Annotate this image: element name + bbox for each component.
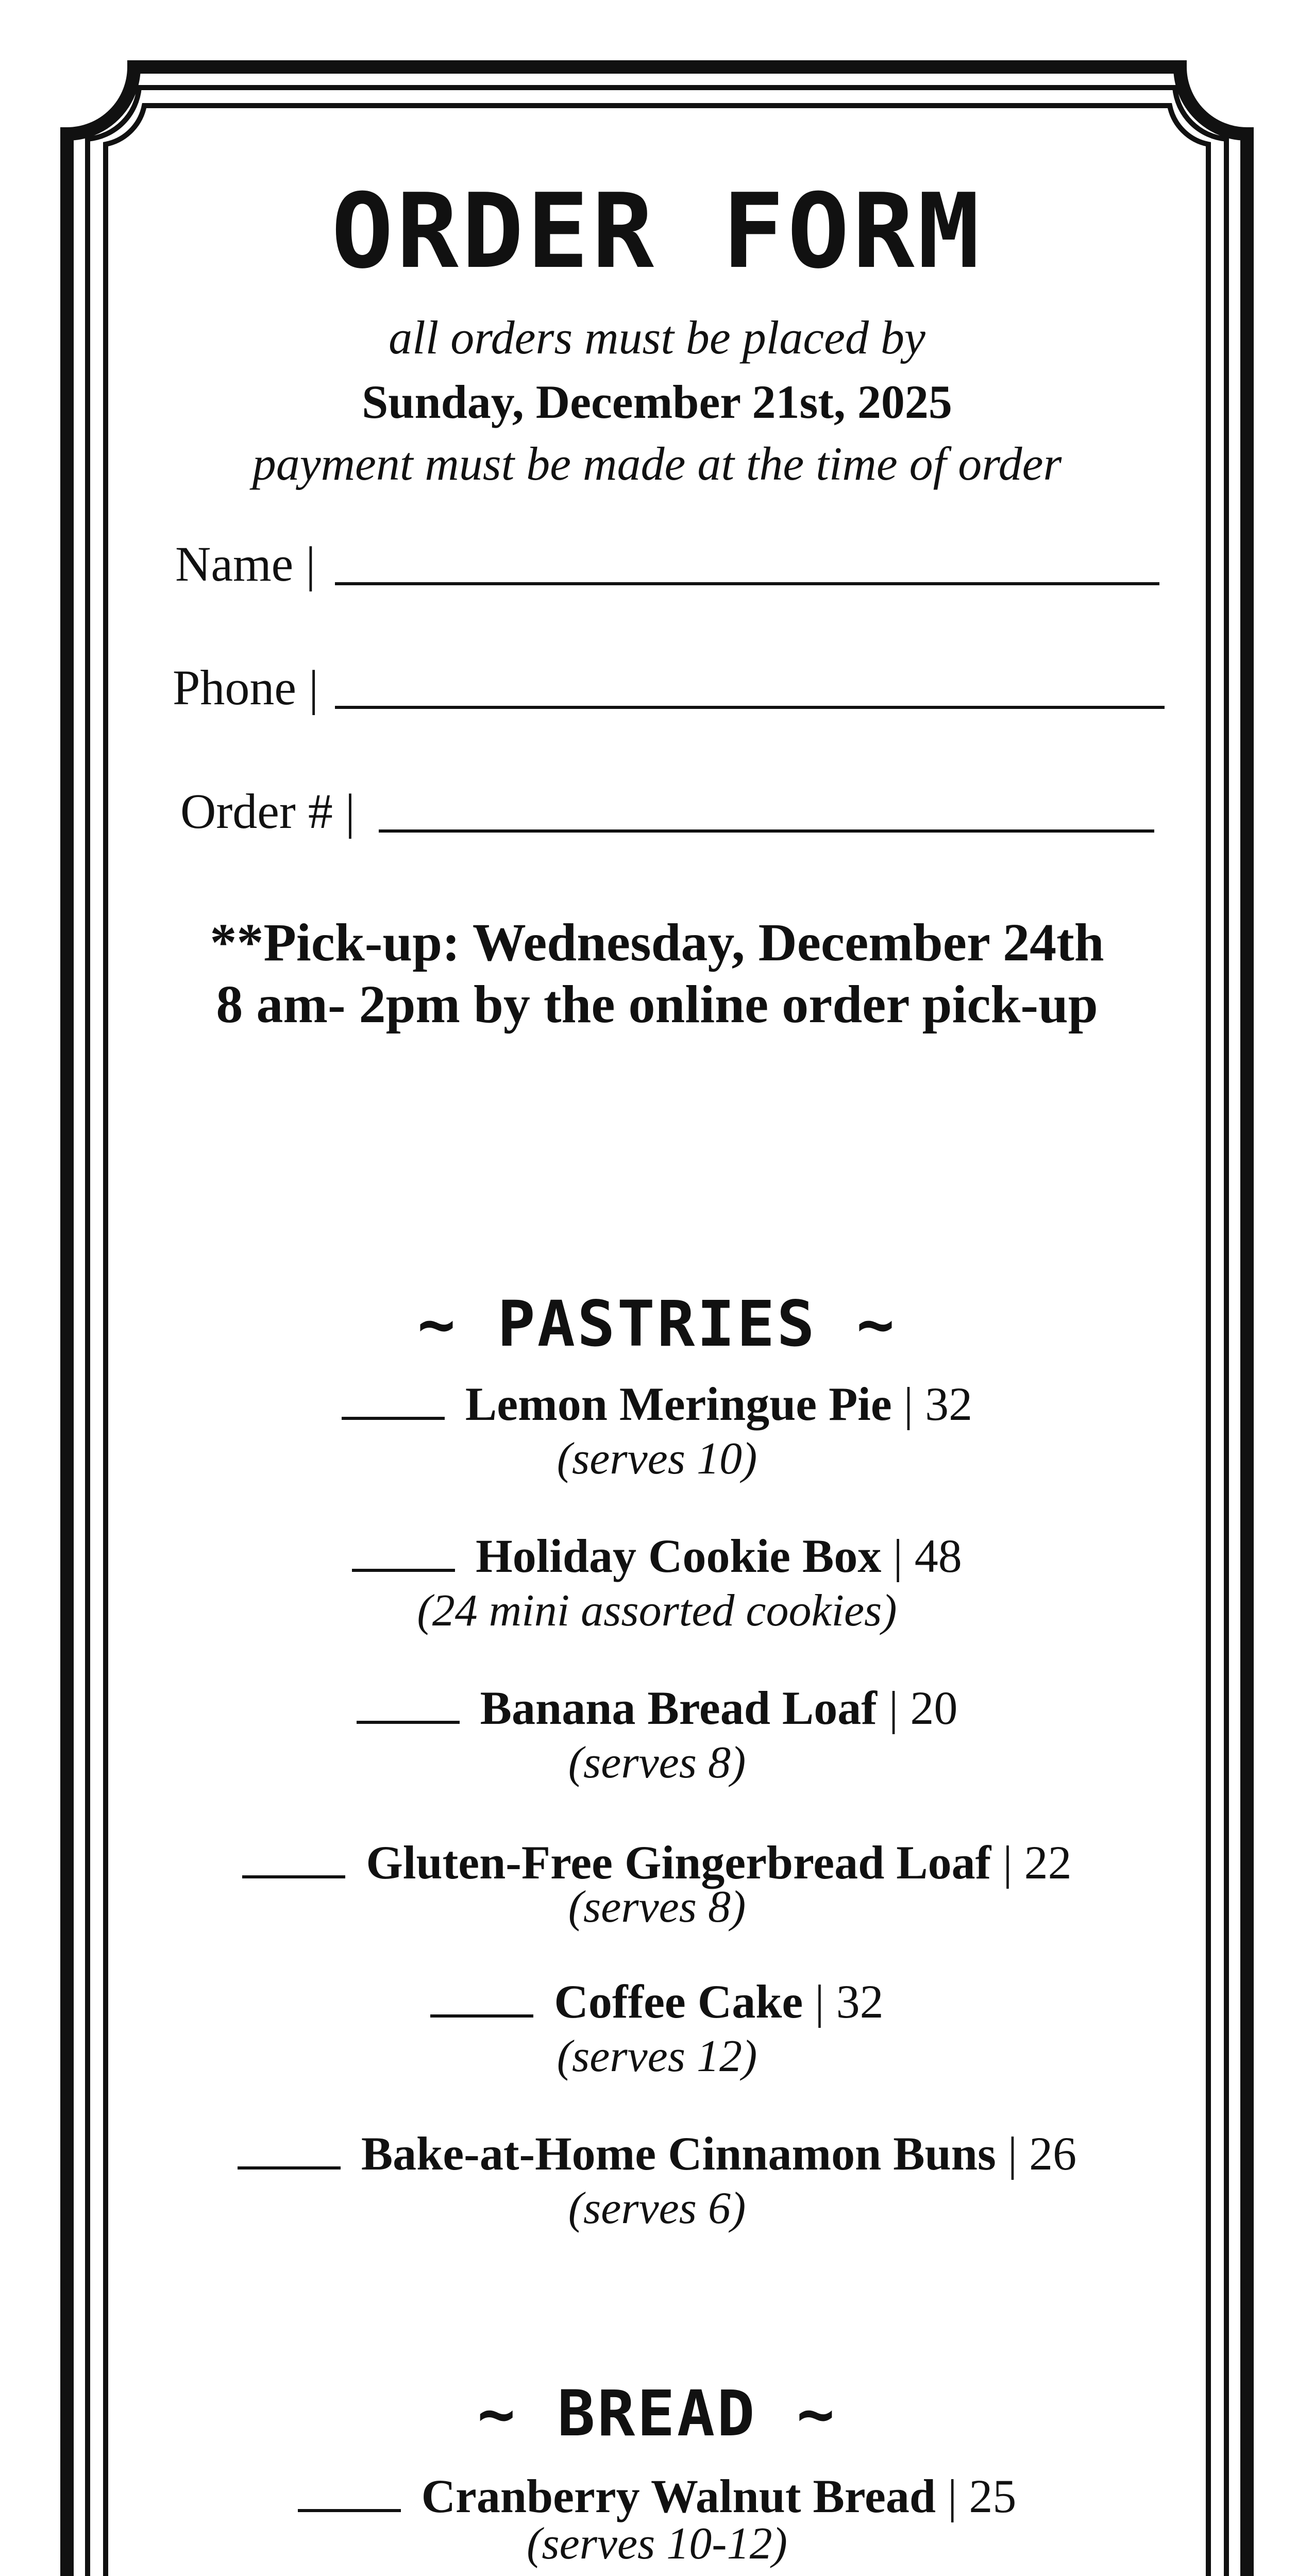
list-item [103, 2125, 1211, 2235]
quantity-blank[interactable] [342, 1416, 445, 1420]
name-label: Name | [175, 536, 316, 591]
deadline-date: Sunday, December 21st, 2025 [362, 376, 952, 428]
list-item [103, 1680, 1211, 1790]
order-number-field[interactable] [379, 829, 1154, 833]
item-name: Coffee Cake [554, 1975, 803, 2028]
item-note: (serves 12) [557, 2031, 757, 2081]
deadline-intro: all orders must be placed by [389, 311, 925, 364]
pickup-info [103, 912, 1211, 1036]
list-item [103, 1973, 1211, 2083]
item-price: | 20 [888, 1682, 958, 1734]
list-item [103, 1376, 1211, 1486]
item-price: | 22 [1003, 1836, 1072, 1889]
quantity-blank[interactable] [352, 1568, 455, 1572]
pickup-line-2: 8 am- 2pm by the online order pick-up [216, 975, 1098, 1034]
item-name: Holiday Cookie Box [476, 1530, 882, 1582]
quantity-blank[interactable] [430, 2014, 533, 2018]
item-price: | 25 [948, 2470, 1017, 2522]
quantity-blank[interactable] [238, 2166, 341, 2170]
item-note: (serves 8) [568, 1882, 746, 1932]
pastries-heading: ~ PASTRIES ~ [417, 1287, 897, 1361]
pickup-line-1: **Pick-up: Wednesday, December 24th [210, 913, 1104, 972]
quantity-blank[interactable] [357, 1720, 460, 1724]
item-note: (24 mini assorted cookies) [417, 1586, 897, 1636]
item-price: | 32 [815, 1975, 884, 2028]
item-note: (serves 8) [568, 1738, 746, 1788]
order-number-label: Order # | [180, 784, 356, 839]
payment-note: payment must be made at the time of order [252, 437, 1062, 490]
item-note: (serves 10) [557, 1434, 757, 1484]
list-item [103, 1834, 1211, 1934]
quantity-blank[interactable] [298, 2509, 401, 2512]
list-item [103, 1528, 1211, 1638]
quantity-blank[interactable] [242, 1875, 345, 1878]
item-name: Lemon Meringue Pie [465, 1378, 892, 1430]
item-note: (serves 10-12) [527, 2519, 787, 2569]
item-name: Cranberry Walnut Bread [421, 2470, 936, 2522]
list-item [103, 2468, 1211, 2571]
item-price: | 26 [1007, 2127, 1077, 2180]
bread-heading: ~ BREAD ~ [477, 2377, 837, 2450]
item-name: Bake-at-Home Cinnamon Buns [361, 2127, 996, 2180]
item-note: (serves 6) [568, 2183, 746, 2233]
phone-field[interactable] [335, 706, 1165, 709]
item-name: Gluten-Free Gingerbread Loaf [366, 1836, 991, 1889]
item-name: Banana Bread Loaf [480, 1682, 877, 1734]
item-price: | 32 [903, 1378, 973, 1430]
name-field[interactable] [335, 582, 1159, 585]
phone-label: Phone | [173, 660, 319, 715]
item-price: | 48 [893, 1530, 962, 1582]
page-title: ORDER FORM [331, 172, 983, 292]
